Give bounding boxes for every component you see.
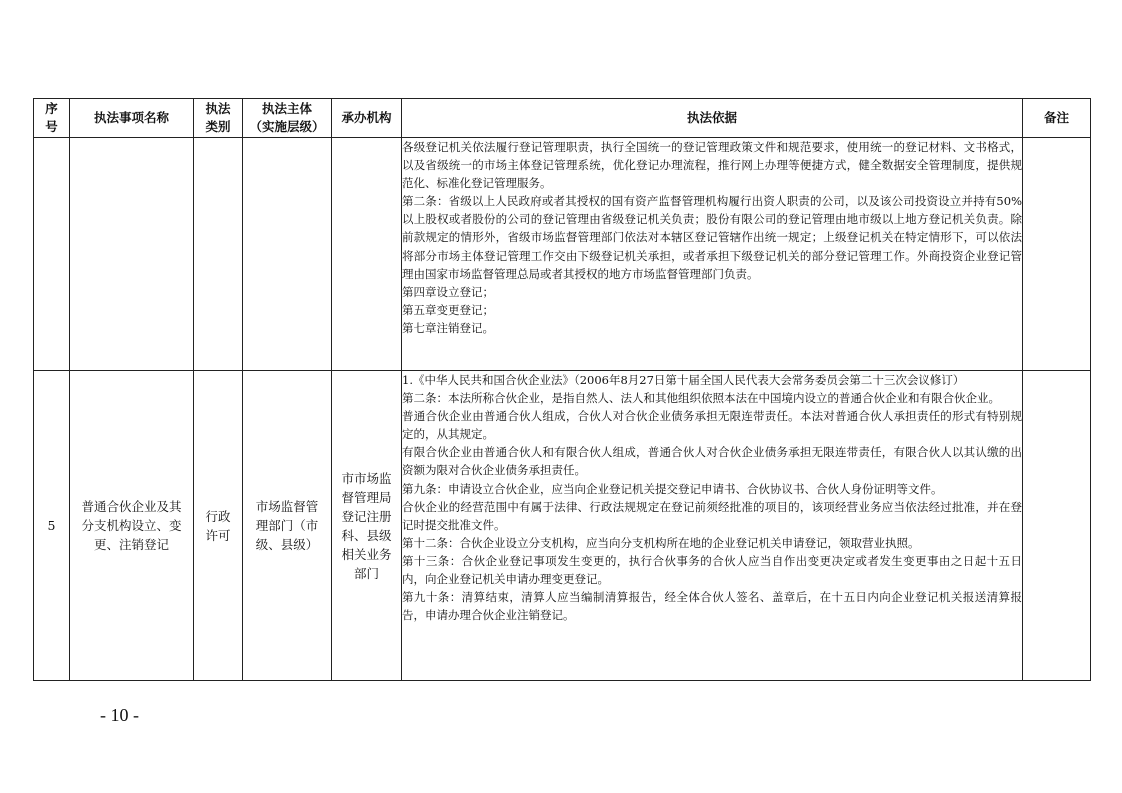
- header-item-name: 执法事项名称: [70, 99, 194, 138]
- page-number: - 10 -: [100, 705, 139, 725]
- category-line: 许可: [205, 527, 231, 543]
- cell-agency: [332, 138, 402, 371]
- cell-agency: [332, 371, 402, 681]
- agency-line: 登记注册: [341, 508, 392, 524]
- cell-subject: [243, 138, 332, 371]
- subject-line: 理部门（市: [255, 518, 319, 533]
- agency-line: 科、县级: [341, 527, 392, 543]
- table-header-row: [34, 99, 1091, 138]
- item-name-line: 分支机构设立、变: [81, 518, 182, 533]
- agency-line: 督管理局: [341, 489, 392, 505]
- item-name-line: 更、注销登记: [93, 537, 169, 552]
- basis-paragraph: 各级登记机关依法履行登记管理职责，执行全国统一的登记管理政策文件和规范要求，使用统一的登记材料、文书格式，以及省级统一的市场主体登记管理系统，优化登记办理流程，推行网上办理等便捷方式，健全数据安全管理制度，提供规范化、标准化登记管理服务。: [402, 140, 1022, 191]
- basis-paragraph: 第二条：本法所称合伙企业，是指自然人、法人和其他组织依照本法在中国境内设立的普通合伙企业和有限合伙企业。: [402, 391, 1000, 406]
- enforcement-table: [33, 98, 1091, 681]
- header-seq: [34, 99, 70, 138]
- header-seq-line: 号: [45, 119, 58, 134]
- subject-line: 市场监督管: [255, 499, 319, 514]
- agency-line: 部门: [353, 565, 379, 581]
- category-line: 行政: [205, 508, 231, 524]
- cell-category: [194, 138, 243, 371]
- subject-line: 级、县级）: [255, 537, 319, 552]
- basis-paragraph: 第九条：申请设立合伙企业，应当向企业登记机关提交登记申请书、合伙协议书、合伙人身份证明等文件。: [402, 481, 943, 496]
- cell-remark: [1023, 138, 1091, 371]
- header-subject-line: （实施层级）: [249, 119, 325, 134]
- table-row: [34, 138, 1091, 371]
- cell-item-name: [70, 138, 194, 371]
- header-category: [194, 99, 243, 138]
- header-subject: [243, 99, 332, 138]
- basis-paragraph: 有限合伙企业由普通合伙人和有限合伙人组成，普通合伙人对合伙企业债务承担无限连带责任，有限合伙人以其认缴的出资额为限对合伙企业债务承担责任。: [402, 445, 1022, 478]
- cell-basis: [402, 138, 1023, 371]
- basis-paragraph: 第四章设立登记；: [402, 284, 494, 299]
- basis-paragraph: 第二条：省级以上人民政府或者其授权的国有资产监督管理机构履行出资人职责的公司，以及该公司投资设立并持有50%以上股权或者股份的公司的登记管理由省级登记机关负责；股份有限公司的登记管理由地市级以上地方登记机关负责。除前款规定的情形外，省级市场监督管理部门依法对本辖区登记管辖作出统一规定；上级登记机关在特定情形下，可以依法将部分市场主体登记管理工作交由下级登记机关承担，或者承担下级登记机关的部分登记管理工作。外商投资企业登记管理由国家市场监督管理总局或者其授权的地方市场监督管理部门负责。: [402, 194, 1022, 281]
- header-basis: 执法依据: [402, 99, 1023, 138]
- table-row: [34, 371, 1091, 681]
- cell-category: [194, 371, 243, 681]
- header-agency: 承办机构: [332, 99, 402, 138]
- header-category-line: 执法: [205, 101, 231, 116]
- basis-paragraph: 第五章变更登记；: [402, 302, 494, 317]
- agency-line: 相关业务: [341, 546, 392, 562]
- basis-paragraph: 第七章注销登记。: [402, 320, 494, 335]
- header-category-line: 类别: [205, 119, 231, 134]
- basis-paragraph: 第九十条：清算结束，清算人应当编制清算报告，经全体合伙人签名、盖章后，在十五日内向企业登记机关报送清算报告，申请办理合伙企业注销登记。: [402, 590, 1022, 623]
- header-remark: 备注: [1023, 99, 1091, 138]
- basis-paragraph: 第十三条：合伙企业登记事项发生变更的，执行合伙事务的合伙人应当自作出变更决定或者发生变更事由之日起十五日内，向企业登记机关申请办理变更登记。: [402, 553, 1022, 587]
- cell-basis: [402, 371, 1023, 681]
- basis-paragraph: 第十二条：合伙企业设立分支机构，应当向分支机构所在地的企业登记机关申请登记，领取营业执照。: [402, 535, 920, 550]
- item-name-line: 普通合伙企业及其: [81, 499, 182, 514]
- header-seq-line: 序: [45, 101, 58, 116]
- cell-item-name: [70, 371, 194, 681]
- cell-subject: [243, 371, 332, 681]
- cell-seq: [34, 138, 70, 371]
- header-subject-line: 执法主体: [261, 101, 312, 116]
- basis-paragraph: 1.《中华人民共和国合伙企业法》（2006年8月27日第十届全国人民代表大会常务委员会第二十三次会议修订）: [402, 373, 965, 387]
- cell-seq: 5: [34, 371, 70, 681]
- basis-paragraph: 合伙企业的经营范围中有属于法律、行政法规规定在登记前须经批准的项目的，该项经营业务应当依法经过批准，并在登记时提交批准文件。: [402, 499, 1022, 532]
- basis-paragraph: 普通合伙企业由普通合伙人组成，合伙人对合伙企业债务承担无限连带责任。本法对普通合伙人承担责任的形式有特别规定的，从其规定。: [402, 409, 1022, 442]
- agency-line: 市市场监: [341, 470, 392, 486]
- cell-remark: [1023, 371, 1091, 681]
